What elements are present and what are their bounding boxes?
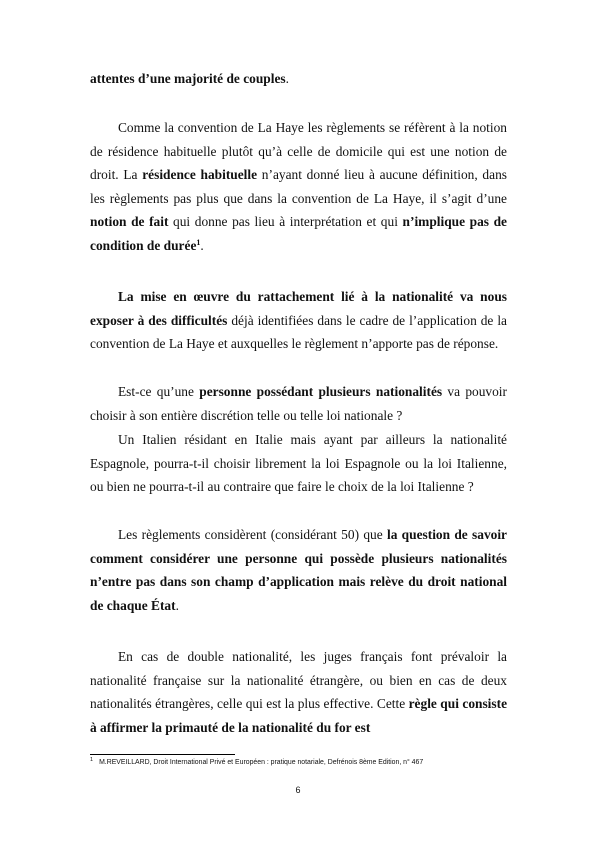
text: Comme la convention de La Haye les règlements se réfèrent à la notion de résidence habituelle plutôt qu’à celle de domicile qui est une notion de droit. La <box>90 120 507 183</box>
text: Les règlements considèrent (considérant 50) que <box>118 527 387 542</box>
bold-text: la question de savoir comment considérer une personne qui possède plusieurs nationalités n’entre pas dans son champ d’application mais relève du droit national de chaque État <box>90 527 507 613</box>
footnote-ref[interactable]: 1 <box>196 237 201 247</box>
bold-text: notion de fait <box>90 214 169 230</box>
bold-text: attentes d’une majorité de couples <box>90 71 286 86</box>
paragraph-residence <box>90 116 507 258</box>
text: n’ayant donné lieu à aucune définition, dans les règlements pas plus que dans la convention de La Haye, il s’agit d’une <box>90 167 507 206</box>
bold-text: n’implique pas de condition de durée <box>90 214 508 253</box>
bold-text: La mise en œuvre du rattachement lié à la nationalité va nous exposer à des difficultés <box>90 289 507 328</box>
text: . <box>175 597 179 613</box>
text: . <box>200 237 204 253</box>
footnote-number: 1 <box>90 757 94 763</box>
footnote-text: M.REVEILLARD, Droit International Privé et Européen : pratique notariale, Defrénois 8ème Edition, n° 467 <box>99 759 424 766</box>
text: Est-ce qu’une <box>118 384 200 399</box>
text: Un Italien résidant en Italie mais ayant par ailleurs la nationalité Espagnole, pourra-t-il choisir librement la loi Espagnole ou la loi Italienne, ou bien ne pourra-t-il au contraire que faire le choix de la loi Italienne ? <box>90 432 507 495</box>
page-number: 6 <box>295 785 301 795</box>
footnote <box>90 758 520 768</box>
text: qui donne pas lieu à interprétation et qui <box>168 214 403 230</box>
text: déjà identifiées dans le cadre de l’application de la convention de La Haye et auxquelles le règlement n’apporte pas de réponse. <box>90 312 508 352</box>
bold-text: règle qui consiste à affirmer la primauté de la nationalité du for est <box>90 696 508 735</box>
paragraph-nationality <box>90 285 507 356</box>
text: . <box>285 71 289 86</box>
paragraph-intro <box>90 67 507 91</box>
bold-text: résidence habituelle <box>142 167 258 183</box>
bold-text: personne possédant plusieurs nationalités <box>199 384 443 399</box>
paragraph-reglements <box>90 523 507 617</box>
paragraph-question <box>90 380 507 427</box>
paragraph-example <box>90 428 507 499</box>
text: va pouvoir choisir à son entière discrétion telle ou telle loi nationale ? <box>90 384 507 423</box>
footnote-separator <box>90 754 235 755</box>
text: En cas de double nationalité, les juges français font prévaloir la nationalité française sur la nationalité étrangère, ou bien en cas de deux nationalités étrangères, celle qui est la plus effective. Cette <box>90 649 507 712</box>
paragraph-double-nationality <box>90 645 507 739</box>
